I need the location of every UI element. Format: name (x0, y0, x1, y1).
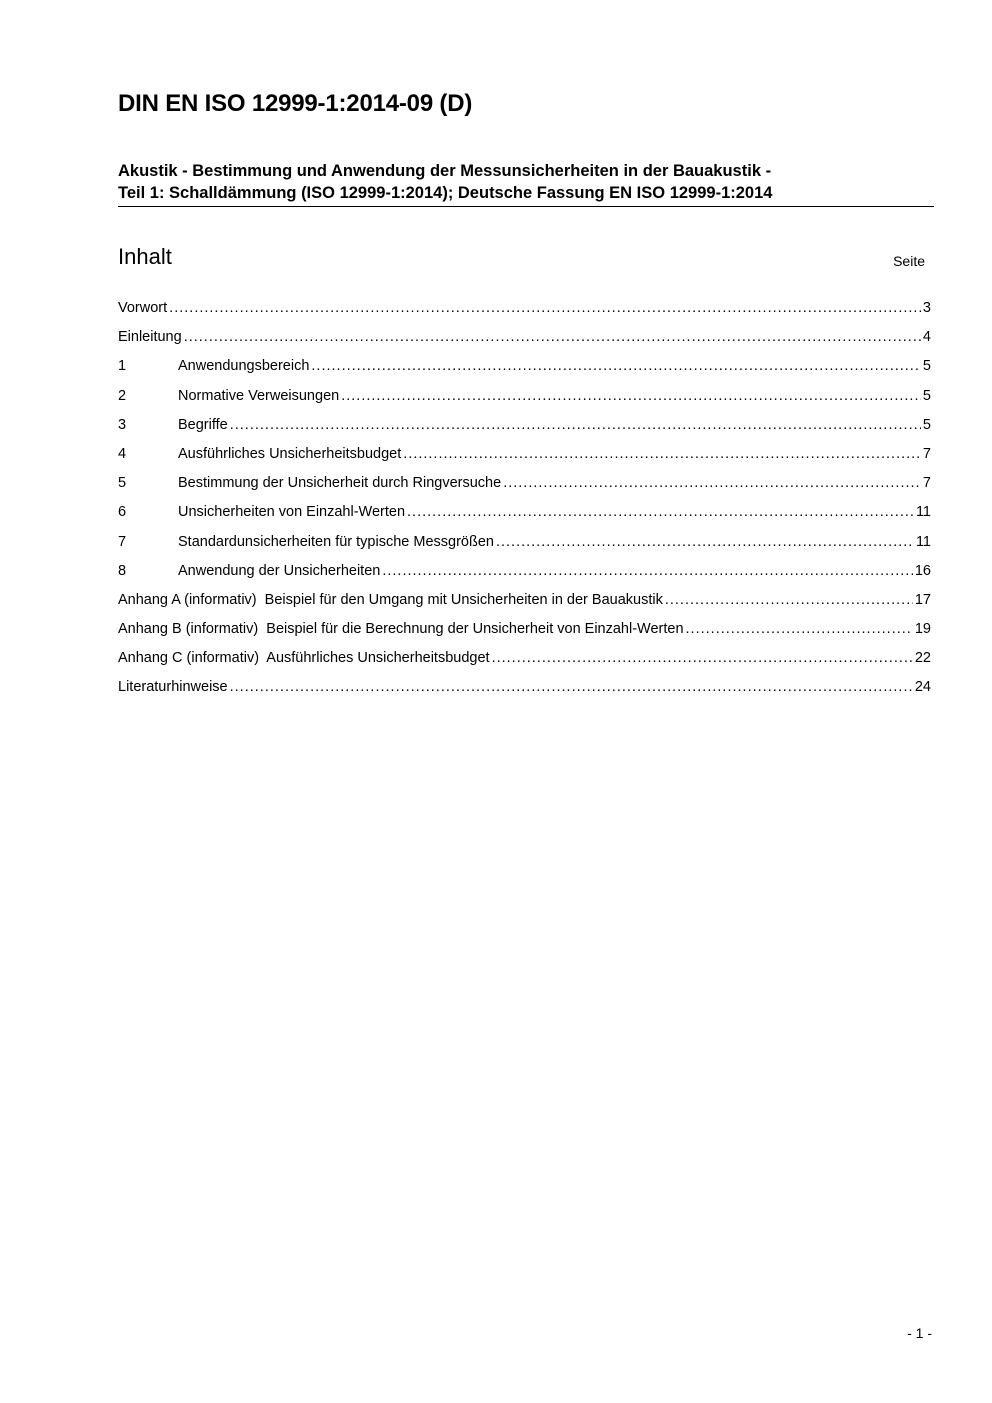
toc-entry-page: 4 (922, 329, 931, 346)
toc-entry-page: 17 (914, 591, 931, 608)
toc-entry-title: Vorwort (118, 300, 168, 316)
toc-entry-page: 19 (914, 621, 931, 638)
toc-entry[interactable] (118, 329, 931, 358)
toc-entry-page: 5 (922, 387, 931, 404)
page-number: - 1 - (907, 1325, 932, 1341)
toc-entry-number: 5 (118, 475, 127, 492)
document-subtitle (118, 160, 934, 204)
toc-entry[interactable] (118, 388, 931, 417)
toc-leader-dots (341, 388, 921, 404)
toc-entry[interactable] (118, 679, 931, 708)
toc-entry-number: 3 (118, 416, 127, 433)
toc-entry-title: Anhang B (informativ) Beispiel für die Berechnung der Unsicherheit von Einzahl-Werten (118, 621, 684, 638)
toc-entry-title: Anhang A (informativ) Beispiel für den Umgang mit Unsicherheiten in der Bauakustik (118, 591, 663, 608)
toc-leader-dots (686, 621, 913, 637)
toc-entry-page: 5 (922, 358, 931, 375)
toc-entry[interactable] (118, 621, 931, 650)
toc-entry[interactable] (118, 300, 931, 329)
toc-entry[interactable] (118, 534, 931, 563)
toc-entry[interactable] (118, 504, 931, 533)
toc-entry-page: 5 (922, 416, 931, 433)
toc-entry-title: Einleitung (118, 329, 182, 346)
toc-entry[interactable] (118, 563, 931, 592)
subtitle-line-2: Teil 1: Schalldämmung (ISO 12999-1:2014); Deutsche Fassung EN ISO 12999-1:2014 (118, 184, 773, 202)
toc-entry[interactable] (118, 650, 931, 679)
toc-entry-title: Anhang C (informativ) Ausführliches Unsicherheitsbudget (118, 650, 490, 667)
toc-page-column-label: Seite (893, 253, 925, 269)
toc-leader-dots (184, 329, 921, 345)
toc-entry-page: 16 (914, 562, 931, 579)
toc-leader-dots (503, 475, 921, 491)
toc-entry-page: 22 (914, 650, 931, 667)
toc-entry[interactable] (118, 417, 931, 446)
toc-entry-page: 7 (922, 475, 931, 492)
toc-entry-title: Begriffe (178, 416, 228, 433)
toc-entry-title: Anwendungsbereich (178, 358, 310, 375)
toc-leader-dots (403, 446, 921, 462)
toc-entry[interactable] (118, 475, 931, 504)
toc-entry[interactable] (118, 592, 931, 621)
toc-leader-dots (382, 563, 913, 579)
toc-entry-title: Literaturhinweise (118, 679, 228, 696)
toc-entry-number: 1 (118, 358, 127, 375)
toc-leader-dots (492, 650, 913, 666)
document-title: DIN EN ISO 12999-1:2014-09 (D) (118, 90, 473, 117)
toc-heading: Inhalt (118, 244, 172, 269)
table-of-contents (118, 300, 931, 709)
title-divider (118, 206, 934, 207)
toc-entry-number: 8 (118, 562, 127, 579)
toc-leader-dots (230, 417, 921, 433)
toc-leader-dots (665, 592, 913, 608)
toc-entry-page: 3 (922, 300, 931, 316)
toc-leader-dots (496, 534, 914, 550)
toc-entry[interactable] (118, 446, 931, 475)
toc-entry-title: Standardunsicherheiten für typische Messgrößen (178, 533, 494, 550)
toc-entry-number: 2 (118, 387, 127, 404)
toc-leader-dots (311, 358, 921, 374)
toc-entry-page: 11 (915, 533, 931, 550)
subtitle-line-1: Akustik - Bestimmung und Anwendung der Messunsicherheiten in der Bauakustik - (118, 162, 772, 180)
toc-entry-number: 7 (118, 533, 127, 550)
toc-entry-title: Unsicherheiten von Einzahl-Werten (178, 504, 406, 521)
toc-leader-dots (169, 300, 921, 316)
toc-entry-page: 11 (915, 504, 931, 521)
toc-entry-title: Normative Verweisungen (178, 387, 340, 404)
toc-entry-number: 6 (118, 504, 127, 521)
toc-entry-page: 7 (922, 445, 931, 462)
toc-entry[interactable] (118, 358, 931, 387)
toc-entry-page: 24 (914, 679, 931, 696)
toc-entry-number: 4 (118, 445, 127, 462)
toc-leader-dots (407, 504, 914, 520)
toc-entry-title: Ausführliches Unsicherheitsbudget (178, 445, 402, 462)
toc-entry-title: Bestimmung der Unsicherheit durch Ringversuche (178, 475, 502, 492)
toc-leader-dots (230, 679, 913, 695)
toc-entry-title: Anwendung der Unsicherheiten (178, 562, 381, 579)
